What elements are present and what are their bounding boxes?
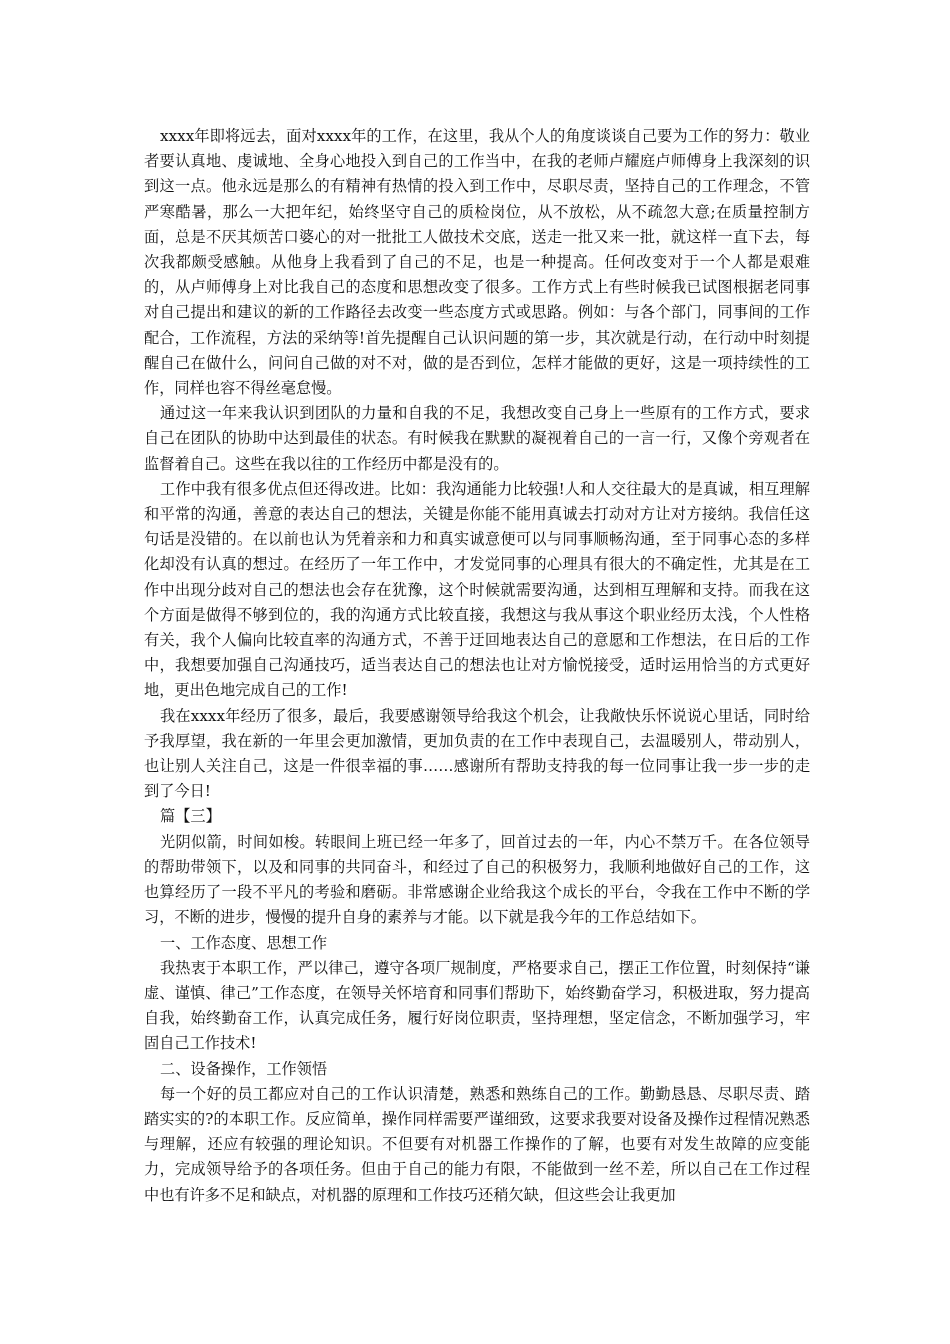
- paragraph-communication: 工作中我有很多优点但还得改进。比如：我沟通能力比较强!人和人交往最大的是真诚，相互理解和平常的沟通，善意的表达自己的想法，关键是你能不能用真诚去打动对方让对方接纳。我信任这句话是没错的。在以前也认为凭着亲和力和真实诚意便可以与同事顺畅沟通，至于同事心态的多样化却没有认真的想过。在经历了一年工作中，才发觉同事的心理具有很大的不确定性，尤其是在工作中出现分歧对自己的想法也会存在犹豫，这个时候就需要沟通，达到相互理解和支持。而我在这个方面是做得不够到位的，我的沟通方式比较直接，我想这与我从事这个职业经历太浅，个人性格有关，我个人偏向比较直率的沟通方式，不善于迂回地表达自己的意愿和工作想法，在日后的工作中，我想要加强自己沟通技巧，适当表达自己的想法也让对方愉悦接受，适时运用恰当的方式更好地，更出色地完成自己的工作!: [144, 479, 810, 700]
- paragraph-attitude: 我热衷于本职工作，严以律己，遵守各项厂规制度，严格要求自己，摆正工作位置，时刻保持“谦虚、谨慎、律己”工作态度，在领导关怀培育和同事们帮助下，始终勤奋学习，积极进取，努力提高自我，始终勤奋工作，认真完成任务，履行好岗位职责，坚持理想，坚定信念，不断加强学习，牢固自己工作技术!: [144, 958, 810, 1053]
- paragraph-equipment: 每一个好的员工都应对自己的工作认识清楚，熟悉和熟练自己的工作。勤勤恳恳、尽职尽责、踏踏实实的?的本职工作。反应简单，操作同样需要严谨细致，这要求我要对设备及操作过程情况熟悉与理解，还应有较强的理论知识。不但要有对机器工作操作的了解，也要有对发生故障的应变能力，完成领导给予的各项任务。但由于自己的能力有限，不能做到一丝不差，所以自己在工作过程中也有许多不足和缺点，对机器的原理和工作技巧还稍欠缺，但这些会让我更加: [144, 1084, 810, 1204]
- paragraph-team-awareness: 通过这一年来我认识到团队的力量和自我的不足，我想改变自己身上一些原有的工作方式，要求自己在团队的协助中达到最佳的状态。有时候我在默默的凝视着自己的一言一行，又像个旁观者在监督着自己。这些在我以往的工作经历中都是没有的。: [144, 404, 810, 473]
- section-heading-equipment: 二、设备操作，工作领悟: [160, 1059, 328, 1078]
- document-page: [144, 124, 810, 1208]
- section-heading-attitude: 一、工作态度、思想工作: [160, 933, 328, 952]
- paragraph-year-review: 光阴似箭，时间如梭。转眼间上班已经一年多了，回首过去的一年，内心不禁万千。在各位领导的帮助带领下，以及和同事的共同奋斗，和经过了自己的积极努力，我顺利地做好自己的工作，这也算经历了一段不平凡的考验和磨砺。非常感谢企业给我这个成长的平台，令我在工作中不断的学习，不断的进步，慢慢的提升自身的素养与才能。以下就是我今年的工作总结如下。: [144, 832, 810, 927]
- paragraph-effort-intro: xxxx年即将远去，面对xxxx年的工作，在这里，我从个人的角度谈谈自己要为工作的努力：敬业者要认真地、虔诚地、全身心地投入到自己的工作当中，在我的老师卢耀庭卢师傅身上我深刻的识到这一点。他永远是那么的有精神有热情的投入到工作中，尽职尽责，坚持自己的工作理念，不管严寒酷暑，那么一大把年纪，始终坚守自己的质检岗位，从不放松，从不疏忽大意;在质量控制方面，总是不厌其烦苦口婆心的对一批批工人做技术交底，送走一批又来一批，就这样一直下去，每次我都颇受感触。从他身上我看到了自己的不足，也是一种提高。任何改变对于一个人都是艰难的，从卢师傅身上对比我自己的态度和思想改变了很多。工作方式上有些时候我已试图根据老同事对自己提出和建议的新的工作路径去改变一些态度方式或思路。例如：与各个部门，同事间的工作配合，工作流程，方法的采纳等!首先提醒自己认识问题的第一步，其次就是行动，在行动中时刻提醒自己在做什么，问问自己做的对不对，做的是否到位，怎样才能做的更好，这是一项持续性的工作，同样也容不得丝毫怠慢。: [144, 127, 810, 398]
- paragraph-thanks: 我在xxxx年经历了很多，最后，我要感谢领导给我这个机会，让我敞快乐怀说说心里话，同时给予我厚望，我在新的一年里会更加激情，更加负责的在工作中表现自己，去温暖别人，带动别人，也让别人关注自己，这是一件很幸福的事……感谢所有帮助支持我的每一位同事让我一步一步的走到了今日!: [144, 706, 810, 801]
- section-heading-part-three: 篇【三】: [160, 807, 221, 826]
